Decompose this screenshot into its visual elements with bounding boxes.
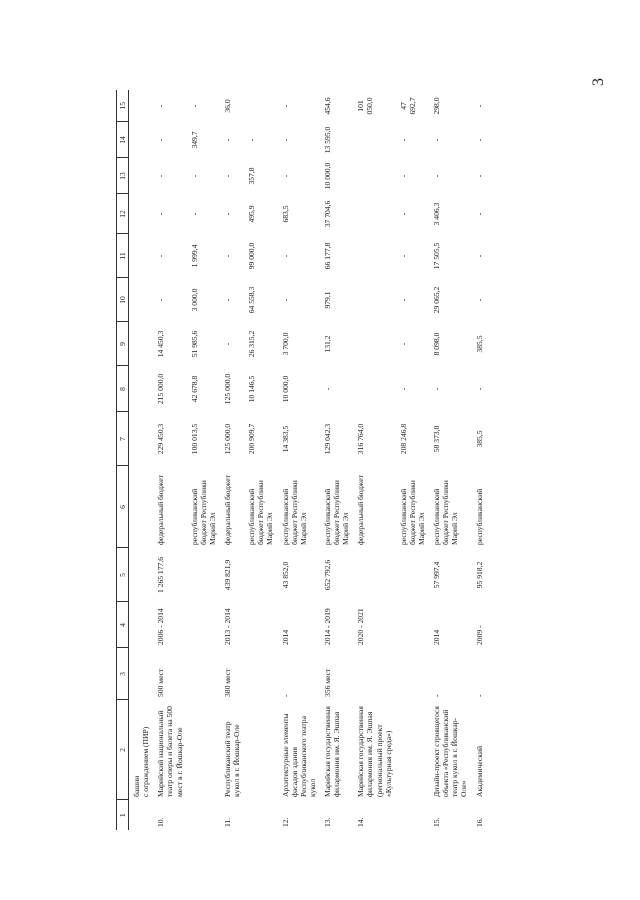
table-cell: 26 315,2 <box>247 330 257 358</box>
table-cell: 66 177,8 <box>322 242 332 270</box>
table-cell: 101 050,0 <box>356 97 375 115</box>
table-cell <box>129 602 154 648</box>
table-cell: 2014 <box>280 629 290 645</box>
table-cell: - <box>432 694 442 697</box>
table-cell <box>129 366 154 412</box>
table-cell: - <box>280 694 290 697</box>
budget-table <box>116 90 487 830</box>
table-cell: - <box>474 694 484 697</box>
page-number: 3 <box>590 78 607 86</box>
table-cell: республиканский <box>474 488 484 545</box>
table-cell: - <box>432 138 442 142</box>
table-cell: 2014 <box>432 629 442 645</box>
table-cell: 47 692,7 <box>398 97 417 115</box>
table-cell: - <box>280 104 290 108</box>
table-cell: 2006 - 2014 <box>156 608 166 645</box>
table-cell: - <box>474 174 484 178</box>
table-cell <box>129 234 154 278</box>
column-header: 4 <box>117 602 129 648</box>
table-cell: - <box>222 212 232 216</box>
table-cell: 385,5 <box>474 430 484 448</box>
table-cell <box>129 800 154 830</box>
column-header: 14 <box>117 122 129 158</box>
table-cell: - <box>432 174 442 178</box>
table-cell: 380 мест <box>222 668 232 697</box>
table-cell: республиканский бюджет Республики Марий Эл <box>280 480 308 545</box>
table-cell: 17 505,5 <box>432 242 442 270</box>
table-cell: Марийская государственная филармония им. Я. Эшпая <box>322 706 342 797</box>
table-cell: 16. <box>474 817 484 827</box>
column-header: 8 <box>117 366 129 412</box>
table-row <box>278 90 320 830</box>
table-cell: 500 мест <box>156 668 166 697</box>
table-cell: 385,5 <box>474 335 484 353</box>
table-cell: 129 042,3 <box>322 423 332 455</box>
table-cell: 200 909,7 <box>247 423 257 455</box>
column-header: 13 <box>117 158 129 194</box>
table-row <box>429 90 471 830</box>
table-cell <box>129 90 154 122</box>
table-cell: федеральный бюджет <box>356 475 366 545</box>
table-cell: - <box>398 298 408 302</box>
table-cell: 683,5 <box>280 205 290 223</box>
table-cell <box>244 90 277 122</box>
column-header: 12 <box>117 194 129 234</box>
table-cell: Дизайн-проект строящегося объекта «Республиканский театр кукол в г. Йошкар-Оле» <box>432 706 469 797</box>
table-cell: - <box>398 138 408 142</box>
table-cell: 208 246,8 <box>398 423 408 455</box>
table-cell <box>396 700 429 800</box>
table-cell: - <box>280 298 290 302</box>
table-cell: - <box>398 212 408 216</box>
table-cell <box>187 700 220 800</box>
table-cell: 51 985,6 <box>189 330 199 358</box>
table-cell: 125 000,0 <box>222 373 232 405</box>
table-cell: 12. <box>280 817 290 827</box>
table-cell: 356 мест <box>322 668 332 697</box>
column-header: 5 <box>117 548 129 602</box>
table-cell <box>244 602 277 648</box>
table-cell <box>129 278 154 322</box>
table-cell: 14 450,3 <box>156 330 166 358</box>
table-cell: - <box>432 387 442 391</box>
table-cell: 29 065,2 <box>432 286 442 314</box>
table-header <box>117 90 129 830</box>
table-cell: 42 678,8 <box>189 375 199 403</box>
table-cell: 439 821,9 <box>222 559 232 591</box>
table-cell: 357,8 <box>247 167 257 185</box>
table-cell: - <box>280 254 290 258</box>
table-cell: - <box>156 298 166 302</box>
table-row <box>129 90 154 830</box>
table-cell: 125 000,0 <box>222 423 232 455</box>
column-header: 6 <box>117 466 129 548</box>
table-cell: - <box>474 104 484 108</box>
table-cell: - <box>156 104 166 108</box>
table-cell <box>244 700 277 800</box>
table-cell: республиканский бюджет Республики Марий Эл <box>247 480 275 545</box>
table-cell: - <box>474 138 484 142</box>
table-cell: 10 146,5 <box>247 375 257 403</box>
table-cell: 57 997,4 <box>432 561 442 589</box>
table-cell: 298,0 <box>432 97 442 115</box>
column-header: 10 <box>117 278 129 322</box>
table-row <box>320 90 353 830</box>
table-cell: 10 000,0 <box>280 375 290 403</box>
table-cell: - <box>222 342 232 346</box>
table-cell: - <box>189 212 199 216</box>
table-cell: - <box>474 254 484 258</box>
table-cell <box>244 800 277 830</box>
table-cell: федеральный бюджет <box>222 475 232 545</box>
table-cell: башни с ограждением (ПИР) <box>132 726 151 797</box>
table-cell: 64 558,3 <box>247 286 257 314</box>
table-cell: 8 098,0 <box>432 332 442 356</box>
table-cell: - <box>398 174 408 178</box>
table-cell: - <box>222 298 232 302</box>
column-header: 11 <box>117 234 129 278</box>
table-cell: 3 406,3 <box>432 202 442 226</box>
table-cell: Марийская государственная филармония им. Я. Эшпая (региональный проект «Культурная среда») <box>356 706 393 797</box>
table-cell: 2013 - 2014 <box>222 608 232 645</box>
table-cell: Республиканский театр кукол в г. Йошкар-Оле <box>222 721 242 797</box>
table-cell: 215 000,0 <box>156 373 166 405</box>
table-cell <box>353 234 395 278</box>
table-cell: - <box>222 138 232 142</box>
table-cell <box>396 602 429 648</box>
table-cell <box>129 548 154 602</box>
table-cell <box>396 548 429 602</box>
table-cell: 13 595,0 <box>322 126 332 154</box>
table-cell <box>353 278 395 322</box>
table-cell <box>129 322 154 366</box>
table-cell: 37 704,6 <box>322 200 332 228</box>
table-cell <box>129 648 154 700</box>
table-cell <box>353 322 395 366</box>
table-cell: - <box>474 298 484 302</box>
rotated-table-container <box>116 90 636 830</box>
table-cell <box>129 158 154 194</box>
table-cell: 100 013,5 <box>189 423 199 455</box>
table-cell: - <box>398 254 408 258</box>
table-cell: - <box>189 104 199 108</box>
column-header: 1 <box>117 800 129 830</box>
table-cell: 3 000,0 <box>189 288 199 312</box>
table-cell: - <box>398 387 408 391</box>
table-cell: - <box>398 342 408 346</box>
table-cell <box>129 194 154 234</box>
column-header: 15 <box>117 90 129 122</box>
table-row <box>472 90 487 830</box>
table-cell: 1 999,4 <box>189 244 199 268</box>
table-row <box>244 90 277 830</box>
table-cell <box>353 648 395 700</box>
column-header: 7 <box>117 412 129 466</box>
table-cell: 229 450,3 <box>156 423 166 455</box>
table-cell: 454,6 <box>322 97 332 115</box>
table-cell: 495,9 <box>247 205 257 223</box>
table-cell: 11. <box>222 817 232 827</box>
table-row <box>187 90 220 830</box>
table-cell: 14. <box>356 817 366 827</box>
table-row <box>353 90 395 830</box>
table-cell: Академический <box>474 745 484 797</box>
table-cell <box>353 122 395 158</box>
table-cell: - <box>280 174 290 178</box>
table-cell: 10 000,0 <box>322 162 332 190</box>
table-cell: 36,0 <box>222 99 232 113</box>
table-cell: федеральный бюджет <box>156 475 166 545</box>
table-cell: 2014 - 2019 <box>322 608 332 645</box>
table-cell <box>396 800 429 830</box>
table-cell: Архитектурные элементы фасадов здания Республиканского театра кукол <box>280 713 317 797</box>
table-row <box>220 90 244 830</box>
table-cell: - <box>156 138 166 142</box>
table-cell: 1 265 177,6 <box>156 556 166 594</box>
table-cell <box>244 648 277 700</box>
table-cell: 43 852,0 <box>280 561 290 589</box>
table-cell <box>129 466 154 548</box>
table-cell <box>353 366 395 412</box>
table-cell: 131,2 <box>322 335 332 353</box>
table-cell: - <box>156 212 166 216</box>
table-cell: республиканский бюджет Республики Марий Эл <box>322 480 351 545</box>
table-cell <box>244 548 277 602</box>
table-cell: 14 383,5 <box>280 425 290 453</box>
table-cell <box>187 602 220 648</box>
table-cell: - <box>222 254 232 258</box>
table-cell: - <box>280 138 290 142</box>
column-header: 2 <box>117 700 129 800</box>
table-cell: - <box>474 387 484 391</box>
column-header: 9 <box>117 322 129 366</box>
table-cell <box>129 122 154 158</box>
table-cell: - <box>247 138 257 142</box>
table-cell: - <box>156 174 166 178</box>
table-cell: 15. <box>432 817 442 827</box>
table-cell <box>187 648 220 700</box>
table-cell: 99 000,0 <box>247 242 257 270</box>
table-cell: республиканский бюджет Республики Марий Эл <box>189 480 217 545</box>
table-cell: республиканский бюджет Республики Марий Эл <box>398 480 426 545</box>
table-cell: 316 764,0 <box>356 423 366 455</box>
table-cell: 10. <box>156 817 166 827</box>
table-cell: 349,7 <box>189 131 199 149</box>
table-cell: 979,1 <box>322 291 332 309</box>
table-cell: - <box>222 174 232 178</box>
table-cell: 3 700,0 <box>280 332 290 356</box>
table-cell: республиканский бюджет Республики Марий Эл <box>432 480 460 545</box>
table-cell: 2009 - <box>474 625 484 645</box>
table-cell: 58 373,0 <box>432 425 442 453</box>
table-cell <box>187 800 220 830</box>
table-cell <box>353 194 395 234</box>
table-cell <box>129 412 154 466</box>
table-cell: 13. <box>322 817 332 827</box>
table-cell <box>353 158 395 194</box>
table-cell: 652 792,6 <box>322 559 332 591</box>
table-cell <box>396 648 429 700</box>
table-cell <box>187 548 220 602</box>
table-cell: Марийский национальный театр оперы и балета на 500 мест в г. Йошкар-Оле <box>156 706 184 797</box>
table-row <box>396 90 429 830</box>
table-row <box>153 90 186 830</box>
table-cell: 2020 - 2021 <box>356 608 366 645</box>
column-header: 3 <box>117 648 129 700</box>
table-cell: - <box>189 174 199 178</box>
table-body <box>129 90 487 830</box>
table-cell: 95 918,2 <box>474 561 484 589</box>
table-cell: - <box>156 254 166 258</box>
table-cell: - <box>474 212 484 216</box>
table-cell <box>353 548 395 602</box>
table-cell: - <box>322 387 332 391</box>
